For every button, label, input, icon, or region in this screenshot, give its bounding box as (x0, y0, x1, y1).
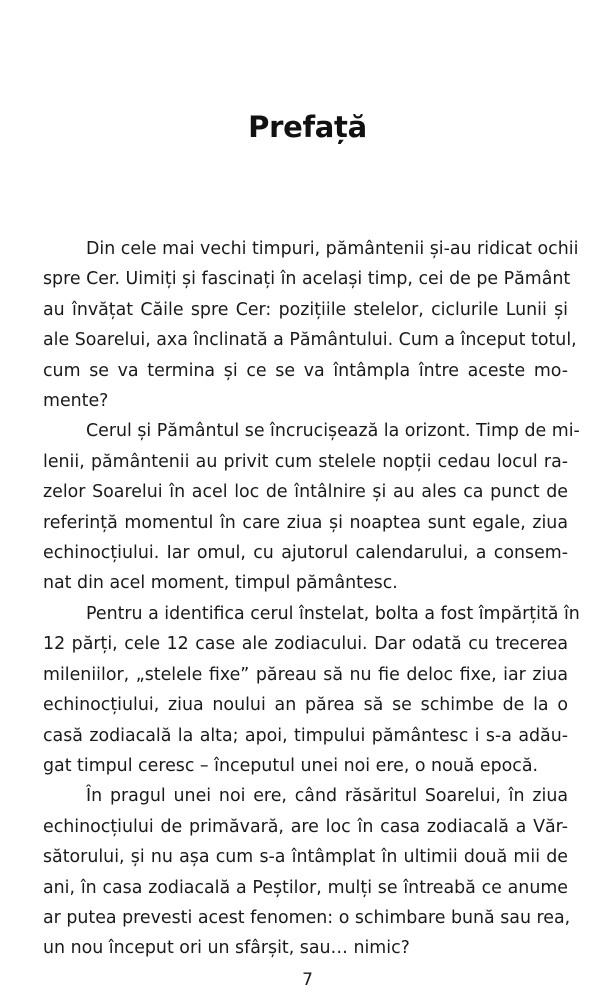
paragraph (43, 234, 579, 416)
paragraph-line: lenii, pământenii au privit cum stelele nopții cedau locul ra- (43, 451, 568, 472)
paragraph (43, 416, 580, 598)
paragraph-line: sătorului, și nu așa cum s-a întâmplat în ultimii două mii de (43, 847, 568, 868)
paragraph-line: echinocțiului de primăvară, are loc în casa zodiacală a Văr- (43, 816, 568, 837)
paragraph-line: casă zodiacală la alta; apoi, timpului pământesc i s-a adău- (43, 725, 568, 746)
paragraph-line: nat din acel moment, timpul pământesc. (43, 573, 398, 594)
page-number: 7 (302, 970, 313, 990)
preface-body (43, 234, 580, 964)
paragraph (43, 781, 571, 963)
paragraph-line: echinocțiului. Iar omul, cu ajutorul calendarului, a consem- (43, 543, 568, 564)
paragraph-line: În pragul unei noi ere, când răsăritul Soarelui, în ziua (86, 786, 568, 807)
paragraph-line: ani, în casa zodiacală a Peștilor, mulți se întreabă ce anume (43, 877, 568, 898)
paragraph (43, 599, 580, 781)
paragraph-line: ale Soarelui, axa înclinată a Pământului. Cum a început totul, (43, 330, 577, 351)
paragraph-line: spre Cer. Uimiți și fascinați în același timp, cei de pe Pământ (43, 269, 571, 290)
paragraph-line: ar putea prevesti acest fenomen: o schimbare bună sau rea, (43, 907, 571, 928)
paragraph-line: cum se va termina și ce se va întâmpla între aceste mo- (43, 360, 568, 381)
paragraph-line: 12 părți, cele 12 case ale zodiacului. Dar odată cu trecerea (43, 634, 568, 655)
paragraph-line: zelor Soarelui în acel loc de întâlnire și au ales ca punct de (43, 482, 568, 503)
paragraph-line: Din cele mai vechi timpuri, pământenii și-au ridicat ochii (86, 239, 579, 259)
paragraph-line: echinocțiului, ziua noului an părea să se schimbe de la o (43, 695, 568, 716)
page-title: Prefață (248, 110, 367, 144)
paragraph-line: Pentru a identifica cerul înstelat, bolta a fost împărțită în (86, 603, 580, 624)
paragraph-line: un nou început ori un sfârșit, sau… nimic? (43, 938, 410, 959)
paragraph-line: mente? (43, 391, 109, 412)
paragraph-line: mileniilor, „stelele fixe” păreau să nu fie deloc fixe, iar ziua (43, 664, 568, 685)
paragraph-line: gat timpul ceresc – începutul unei noi ere, o nouă epocă. (43, 755, 539, 776)
paragraph-line: referință momentul în care ziua și noaptea sunt egale, ziua (43, 512, 568, 533)
paragraph-line: au învățat Căile spre Cer: pozițiile stelelor, ciclurile Lunii și (43, 299, 568, 320)
paragraph-line: Cerul și Pământul se încrucișează la orizont. Timp de mi- (86, 421, 580, 442)
